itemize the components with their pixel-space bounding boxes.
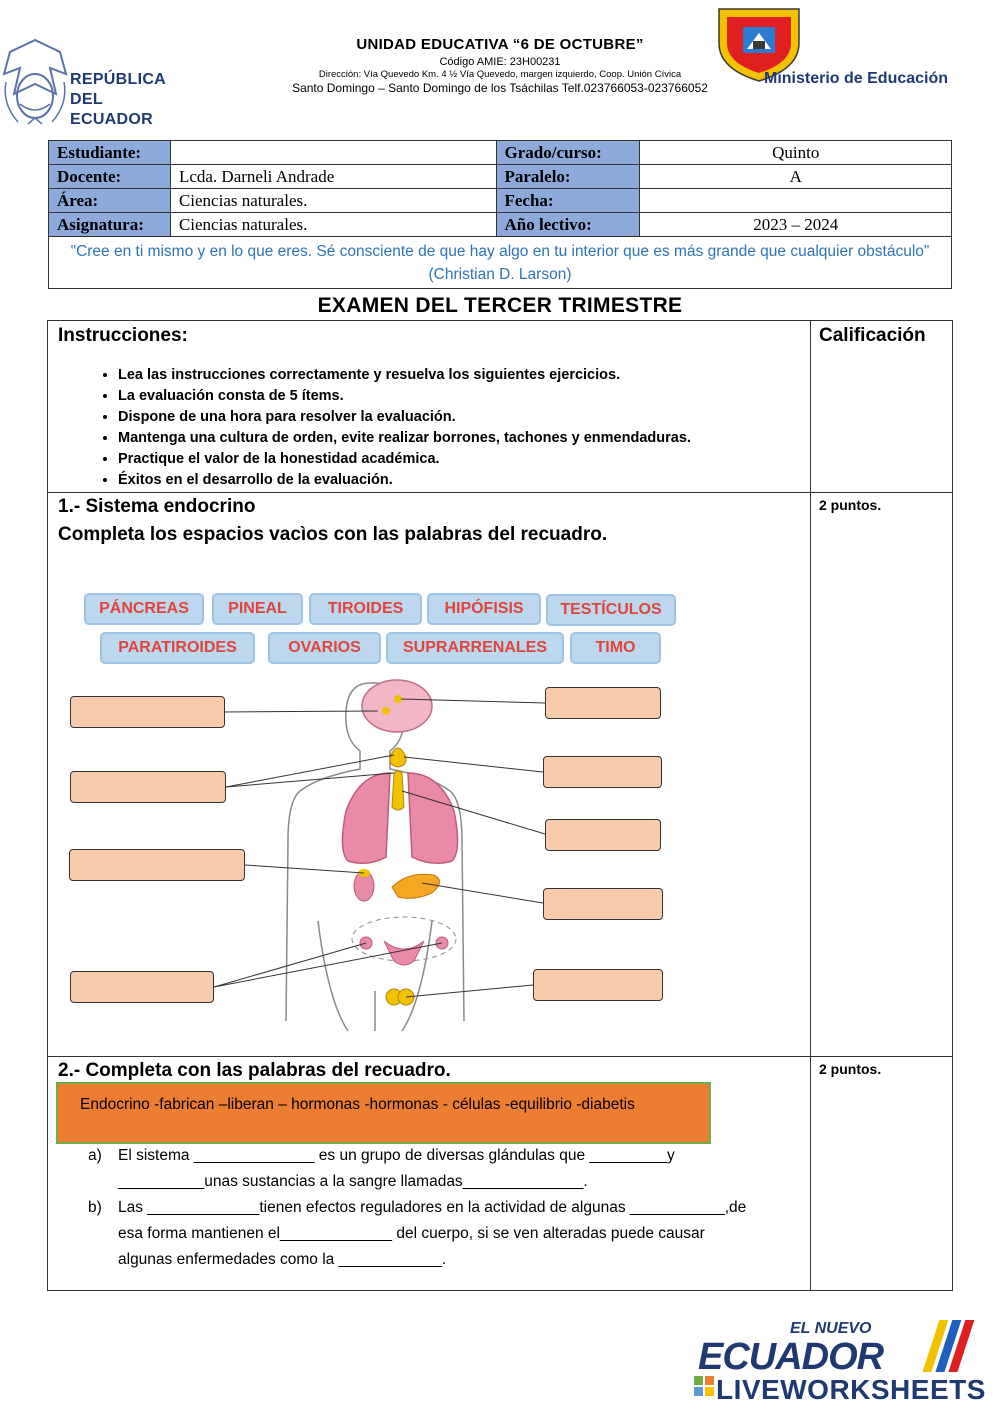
teacher-label: Docente: xyxy=(49,165,171,189)
country-line1: REPÚBLICA xyxy=(70,71,167,88)
list-item: • La evaluación consta de 5 ítems. xyxy=(118,386,691,407)
answer-box[interactable] xyxy=(69,849,245,881)
country-line2: DEL ECUADOR xyxy=(70,91,153,128)
year-value: 2023 – 2024 xyxy=(640,213,952,237)
list-item: • Dispone de una hora para resolver la evaluación. xyxy=(118,407,691,428)
word-chip-hipofisis[interactable]: HIPÓFISIS xyxy=(427,593,541,625)
item-letter: a) xyxy=(88,1147,102,1164)
section1-instructions: Completa los espacios vacìos con las palabras del recuadro. xyxy=(58,524,608,545)
student-info-table xyxy=(48,140,952,289)
republica-ecuador-logo xyxy=(0,30,190,130)
grade-column-title: Calificación xyxy=(819,325,926,346)
section2-points: 2 puntos. xyxy=(819,1061,882,1077)
answer-box[interactable] xyxy=(545,819,661,851)
subject-value: Ciencias naturales. xyxy=(170,213,496,237)
grade-value: Quinto xyxy=(640,141,952,165)
section2-title: 2.- Completa con las palabras del recuadro. xyxy=(58,1060,451,1081)
area-label: Área: xyxy=(49,189,171,213)
instructions-title: Instrucciones: xyxy=(58,325,188,346)
answer-box[interactable] xyxy=(533,969,663,1001)
motivational-quote: "Cree en ti mismo y en lo que eres. Sé consciente de que hay algo en tu interior que es más grande que cualquier obstáculo" (Christian D. Larson) xyxy=(49,237,952,289)
area-value: Ciencias naturales. xyxy=(170,189,496,213)
parallel-value: A xyxy=(640,165,952,189)
subject-label: Asignatura: xyxy=(49,213,171,237)
coat-of-arms-icon xyxy=(0,34,70,130)
year-label: Año lectivo: xyxy=(496,213,640,237)
answer-box[interactable] xyxy=(543,888,663,920)
word-chip-pineal[interactable]: PINEAL xyxy=(212,593,303,625)
section1-points: 2 puntos. xyxy=(819,497,882,513)
exam-body xyxy=(47,320,953,1291)
word-chip-tiroides[interactable]: TIROIDES xyxy=(309,593,422,625)
date-label: Fecha: xyxy=(496,189,640,213)
list-item: • Mantenga una cultura de orden, evite realizar borrones, tachones y enmendaduras. xyxy=(118,428,691,449)
exam-title: EXAMEN DEL TERCER TRIMESTRE xyxy=(317,294,683,317)
item-line: algunas enfermedades como la ____________. xyxy=(118,1251,447,1268)
el-nuevo-text: EL NUEVO xyxy=(790,1320,872,1337)
word-chip-suprarrenales[interactable]: SUPRARRENALES xyxy=(386,632,564,664)
answer-box[interactable] xyxy=(70,771,226,803)
student-label: Estudiante: xyxy=(49,141,171,165)
item-line: __________unas sustancias a la sangre llamadas______________. xyxy=(118,1173,588,1190)
ecuador-text: ECUADOR xyxy=(698,1336,884,1378)
item-line: El sistema ______________ es un grupo de diversas glándulas que _________y xyxy=(118,1147,675,1164)
item-line: Las _____________tienen efectos reguladores en la actividad de algunas ___________,de xyxy=(118,1199,747,1216)
fill-item-b[interactable] xyxy=(74,1195,804,1273)
row-divider xyxy=(48,1056,952,1057)
student-field[interactable] xyxy=(170,141,496,165)
liveworksheets-text: LIVEWORKSHEETS xyxy=(716,1374,986,1405)
parallel-label: Paralelo: xyxy=(496,165,640,189)
teacher-value: Lcda. Darneli Andrade xyxy=(170,165,496,189)
ministry-name: Ministerio de Educación xyxy=(764,70,949,87)
word-chip-pancreas[interactable]: PÁNCREAS xyxy=(84,593,204,625)
section1-title: 1.- Sistema endocrino xyxy=(58,496,256,517)
school-name: UNIDAD EDUCATIVA “6 DE OCTUBRE” xyxy=(356,36,644,53)
date-field[interactable] xyxy=(640,189,952,213)
word-chip-timo[interactable]: TIMO xyxy=(570,632,661,664)
answer-box[interactable] xyxy=(70,971,214,1003)
word-chip-paratiroides[interactable]: PARATIROIDES xyxy=(100,632,255,664)
school-address: Dirección: Vía Quevedo Km. 4 ½ Vía Quevedo, margen izquierdo, Coop. Unión Cívica xyxy=(318,69,682,80)
list-item: • Practique el valor de la honestidad académica. xyxy=(118,449,691,470)
school-header xyxy=(250,36,750,95)
grade-label: Grado/curso: xyxy=(496,141,640,165)
school-city-phone: Santo Domingo – Santo Domingo de los Tsáchilas Telf.023766053-023766052 xyxy=(292,81,708,95)
endocrine-system-diagram xyxy=(48,321,952,1056)
answer-box[interactable] xyxy=(70,696,225,728)
item-line: esa forma mantienen el_____________ del cuerpo, si se ven alteradas puede causar xyxy=(118,1225,705,1242)
list-item: • Lea las instrucciones correctamente y resuelva los siguientes ejercicios. xyxy=(118,365,691,386)
fill-item-a[interactable] xyxy=(74,1143,804,1195)
answer-box[interactable] xyxy=(543,756,662,788)
list-item: • Éxitos en el desarrollo de la evaluación. xyxy=(118,470,691,491)
item-letter: b) xyxy=(88,1199,102,1216)
word-chip-ovarios[interactable]: OVARIOS xyxy=(268,632,381,664)
answer-box[interactable] xyxy=(545,687,661,719)
amie-code: Código AMIE: 23H00231 xyxy=(439,56,561,68)
word-chip-testiculos[interactable]: TESTÍCULOS xyxy=(546,594,676,626)
word-bank: Endocrino -fabrican –liberan – hormonas -hormonas - células -equilibrio -diabetis xyxy=(56,1082,711,1144)
